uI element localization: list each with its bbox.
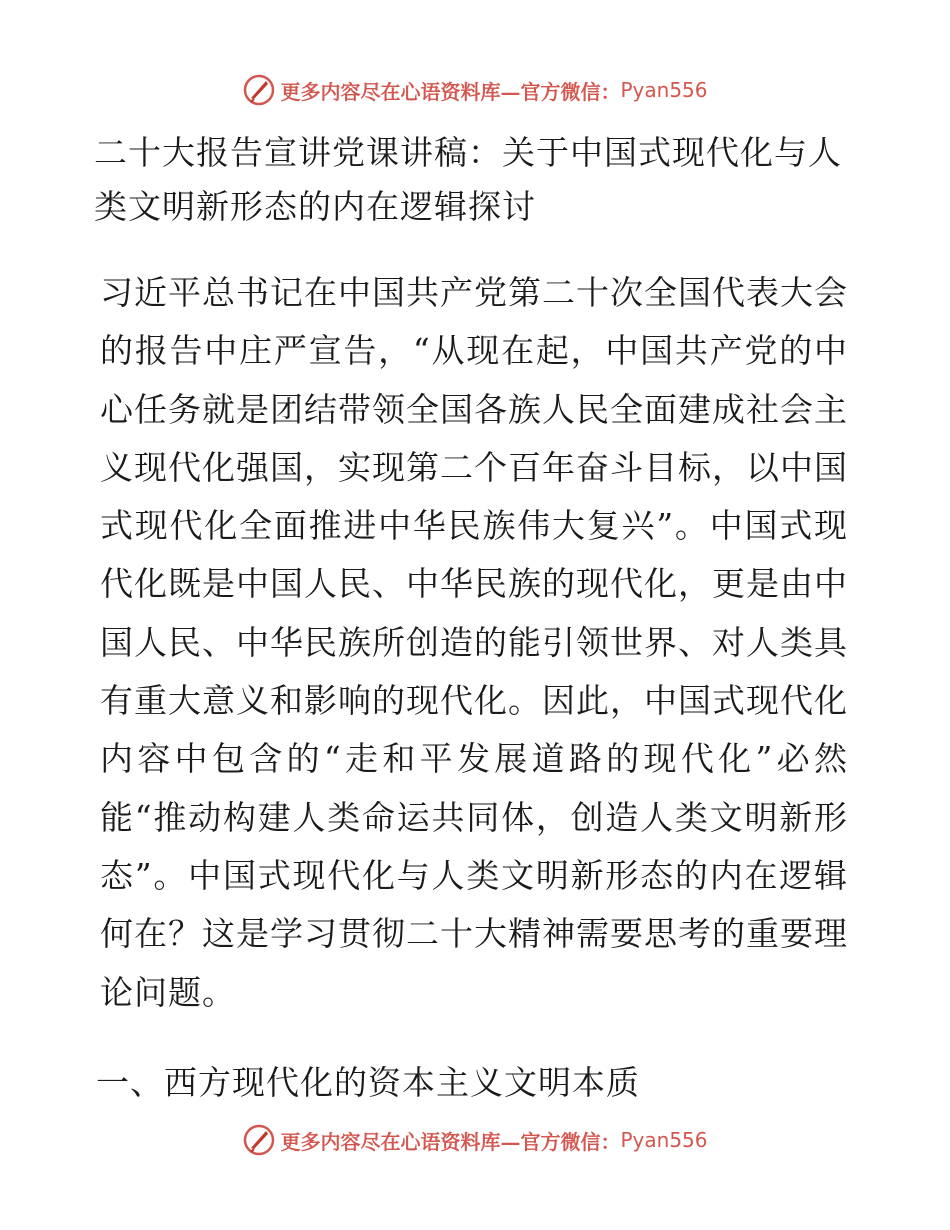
watermark-wechat-id: Pyan556 [620, 78, 708, 102]
feather-pen-logo-icon [242, 73, 276, 107]
document-body [94, 126, 848, 1110]
watermark-wechat-id: Pyan556 [620, 1128, 708, 1152]
document-title: 二十大报告宣讲党课讲稿：关于中国式现代化与人类文明新形态的内在逻辑探讨 [94, 133, 842, 226]
watermark-banner-bottom [0, 1120, 950, 1160]
watermark-banner-top [0, 70, 950, 110]
watermark-text: 更多内容尽在心语资料库—官方微信： [280, 79, 621, 104]
section-heading: 一、西方现代化的资本主义文明本质 [96, 1062, 640, 1102]
watermark-text: 更多内容尽在心语资料库—官方微信： [280, 1129, 621, 1154]
feather-pen-logo-icon [242, 1123, 276, 1157]
paragraph: 习近平总书记在中国共产党第二十次全国代表大会的报告中庄严宣告，“从现在起，中国共产党的中心任务就是团结带领全国各族人民全面建成社会主义现代化强国，实现第二个百年奋斗目标，以中国式现代化全面推进中华民族伟大复兴”。中国式现代化既是中国人民、中华民族的现代化，更是由中国人民、中华民族所创造的能引领世界、对人类具有重大意义和影响的现代化。因此，中国式现代化内容中包含的“走和平发展道路的现代化”必然能“推动构建人类命运共同体，创造人类文明新形态”。中国式现代化与人类文明新形态的内在逻辑何在？这是学习贯彻二十大精神需要思考的重要理论问题。 [100, 273, 848, 1012]
